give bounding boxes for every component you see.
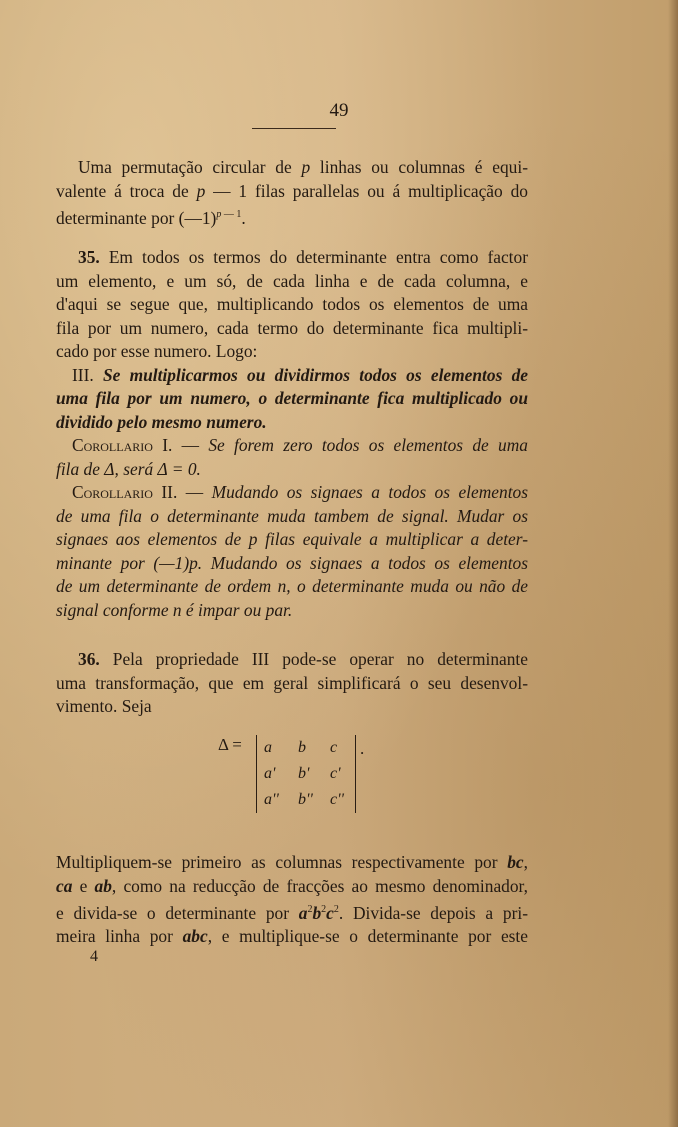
paragraph-permutation — [56, 156, 528, 230]
corollary-line: signaes aos elementos de p filas equivale a multiplicar a deter- — [56, 529, 528, 549]
text-line: uma transformação, que em geral simplificará o seu desenvol- — [56, 672, 528, 693]
header-rule — [252, 128, 336, 129]
corollary-line: Corollario II. — Mudando os signaes a todos os elementos — [72, 482, 528, 502]
corollary-line: fila de Δ, será Δ = 0. — [56, 458, 201, 479]
matrix-cell: a — [264, 739, 272, 756]
matrix-cell: c' — [330, 765, 341, 782]
theorem-line: III. Se multiplicarmos ou dividirmos todos os elementos de — [72, 364, 528, 385]
text-line: 36. Pela propriedade III pode-se operar no determinante — [78, 649, 528, 669]
theorem-line: dividido pelo mesmo numero. — [56, 411, 267, 432]
theorem-line: uma fila por um numero, o determinante fica multiplicado ou — [56, 388, 528, 408]
matrix-cell: c'' — [330, 791, 344, 808]
section-36 — [56, 648, 528, 719]
text-line: ca e ab, como na reducção de fracções ao mesmo denominador, — [56, 875, 528, 896]
corollary-line: signal conforme n é impar ou par. — [56, 599, 293, 620]
printer-signature-mark: 4 — [90, 948, 98, 965]
determinant-matrix — [218, 735, 418, 815]
matrix-cell: b — [298, 739, 306, 756]
corollary-line: minante por (—1)p. Mudando os signaes a todos os elementos — [56, 552, 528, 573]
determinant-lhs: Δ = — [218, 735, 242, 754]
corollary-line: de uma fila o determinante muda tambem de signal. Mudar os — [56, 505, 528, 526]
text-line: cado por esse numero. Logo: — [56, 341, 258, 361]
matrix-cell: c — [330, 739, 338, 756]
section-number: 35. — [78, 247, 100, 267]
page-edge-shadow — [668, 0, 678, 1127]
determinant-bar-right — [355, 735, 356, 813]
paragraph-multiply — [56, 851, 528, 949]
text-line: d'aqui se segue que, multiplicando todos os elementos de uma — [56, 294, 528, 314]
page-number: 49 — [329, 100, 349, 121]
section-35 — [56, 246, 528, 622]
text-line: fila por um numero, cada termo do determinante fica multipli- — [56, 317, 528, 338]
text-line: e divida-se o determinante por $a^2b^2c^2$. Divida-se depois a pri- — [56, 902, 528, 923]
text-line: vimento. Seja — [56, 696, 152, 716]
matrix-cell: b'' — [298, 791, 313, 808]
matrix-cell: a'' — [264, 791, 279, 808]
text-line: 35. Em todos os termos do determinante entra como factor — [78, 247, 528, 267]
section-number: 36. — [78, 649, 100, 669]
determinant-bar-left — [256, 735, 257, 813]
text-line: valente á troca de p — 1 filas parallelas ou á multiplicação do — [56, 180, 528, 201]
corollary-line: Corollario I. — Se forem zero todos os elementos de uma — [72, 435, 528, 455]
text-line: Uma permutação circular de p linhas ou columnas é equi- — [78, 157, 528, 177]
matrix-cell: a' — [264, 765, 276, 782]
text-line: um elemento, e um só, de cada linha e de cada columna, e — [56, 270, 528, 291]
text-line: determinante por (—1)$^{p — 1}$. — [56, 207, 246, 228]
determinant-period: . — [360, 739, 365, 758]
text-line: meira linha por abc, e multiplique-se o determinante por este — [56, 926, 528, 947]
text-line: Multipliquem-se primeiro as columnas respectivamente por bc, — [56, 852, 528, 872]
corollary-line: de um determinante de ordem n, o determinante muda ou não de — [56, 576, 528, 596]
matrix-cell: b' — [298, 765, 310, 782]
